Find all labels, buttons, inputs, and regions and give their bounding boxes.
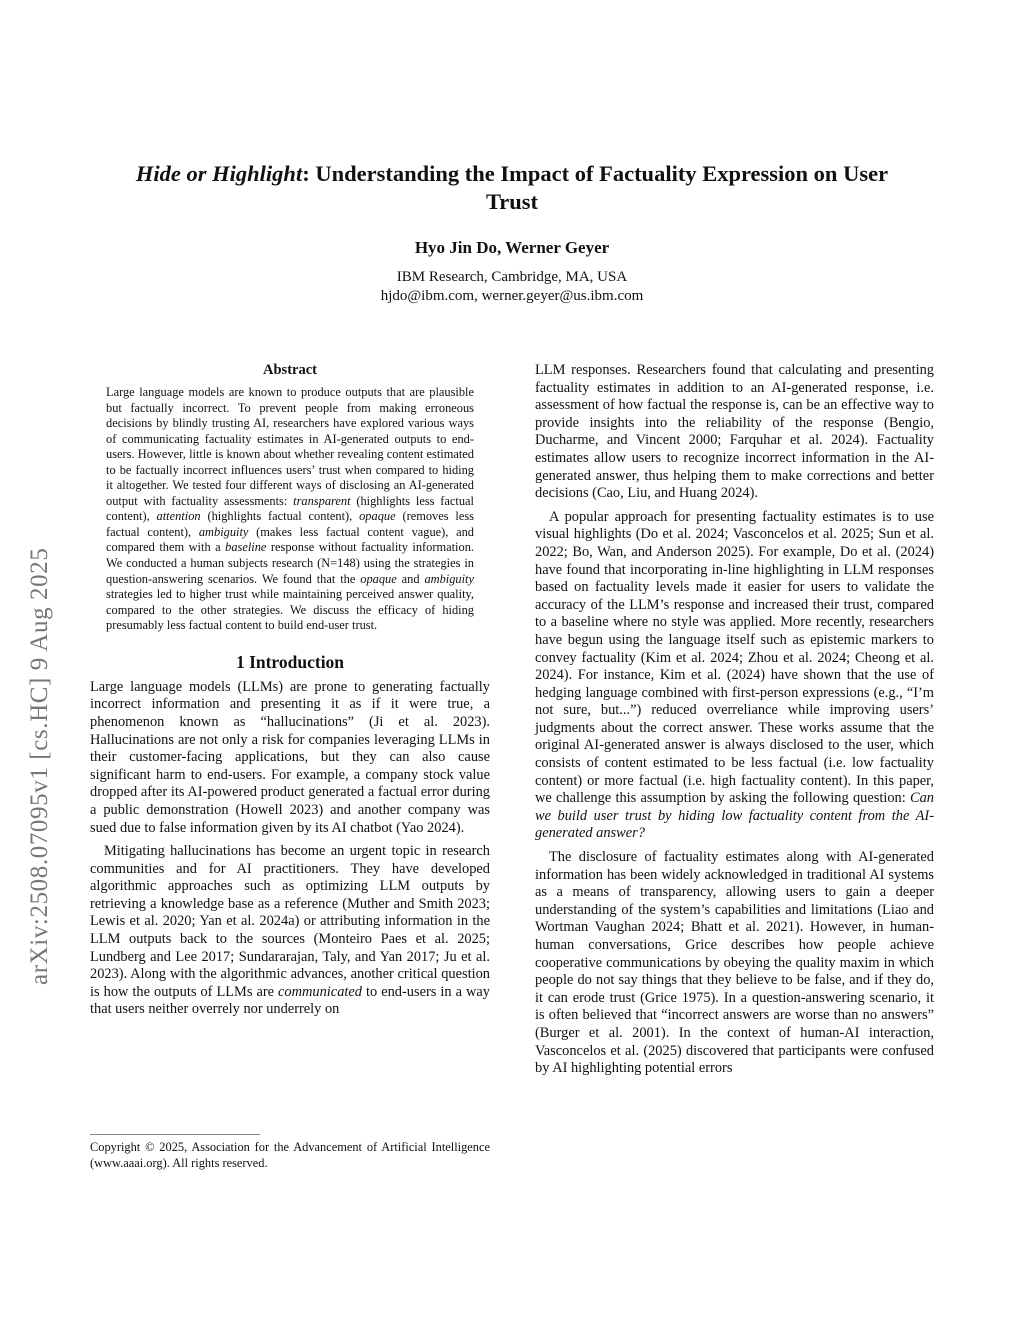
title-rest: : Understanding the Impact of Factuality Expression on User [302, 161, 889, 186]
abstract-em: opaque [360, 571, 397, 586]
left-column [90, 362, 490, 1019]
abstract-em: baseline [225, 540, 267, 555]
abstract-body [90, 385, 490, 634]
intro-paragraph-2 [90, 843, 490, 1019]
abstract-text: (removes less factual content), [106, 509, 474, 539]
authors: Hyo Jin Do, Werner Geyer [414, 238, 610, 257]
right-paragraph-3: The disclosure of factuality estimates along with AI-generated information has been widely acknowledged in traditional AI systems as a means of transparency, allowing users to gain a deeper understanding of the system’s capabilities and limitations (Liao and Wortman Vaughan 2024; Bhatt et al. 2021). However, in human-human conversations, Grice describes how people achieve cooperative communications by obeying the quality maxim in which people do not say things that they believe to be false, and if they do, it can erode trust (Grice 1975). In a question-answering scenario, it is often believed that “incorrect answers are worse than no answers” (Burger et al. 2001). In the context of human-AI interaction, Vasconcelos et al. (2025) discovered that participants were confused by AI highlighting potential errors [535, 849, 934, 1077]
abstract-em: transparent [293, 493, 351, 508]
intro-em: communicated [278, 983, 362, 1000]
abstract-text: (makes less factual content vague), and compared them with a [106, 524, 474, 555]
title-line2: Trust [485, 189, 539, 214]
abstract-text: and [396, 571, 425, 586]
right-em: Can we build user trust by hiding low factuality content from the AI-generated answer? [535, 790, 934, 842]
right-column [535, 362, 934, 1078]
abstract-em: attention [156, 509, 201, 524]
abstract-em: ambiguity [424, 571, 474, 586]
abstract-text: (highlights factual content), [200, 509, 360, 524]
abstract-text: strategies led to higher trust while maintaining perceived answer quality, compared to the other strategies. We discuss the efficacy of hiding presumably less factual content to build end-user trust. [106, 587, 474, 633]
intro-text: to end-users in a way that users neither overrely nor underrely on [90, 983, 490, 1018]
intro-paragraph-1: Large language models (LLMs) are prone to generating factually incorrect information and presenting it as if it were true, a phenomenon known as “hallucinations” (Ji et al. 2023). Hallucinations are not only a risk for companies leveraging LLMs in their customer-facing applications, but they can also cause significant harm to end-users. For example, a company stock value dropped after its AI-powered product generated a factual error during a public demonstration (Howell 2023) and another company was sued due to false information given by its AI chatbot (Yao 2024). [90, 678, 490, 836]
affiliation-block [0, 268, 1024, 306]
right-paragraph-1: LLM responses. Researchers found that calculating and presenting factuality estimates in addition to an AI-generated response, i.e. assessment of how factual the response is, can be an effective way to provide insights into the reliability of the response (Bengio, Ducharme, and Vincent 2000; Farquhar et al. 2024). Factuality estimates allow users to recognize incorrect information in the AI-generated answer, thus helping them to make corrections and better decisions (Cao, Liu, and Huang 2024). [535, 362, 934, 502]
intro-text: Mitigating hallucinations has become an urgent topic in research communities and for AI practitioners. They have developed algorithmic approaches such as optimizing LLM outputs by retrieving a knowledge base as a reference (Muther and Smith 2023; Lewis et al. 2020; Yan et al. 2024a) or attributing information in the LLM outputs back to the sources (Monteiro Paes et al. 2025; Lundberg and Lee 2017; Sundararajan, Taly, and Yan 2017; Ju et al. 2023). Along with the algorithmic advances, another critical question is how the outputs of LLMs are [90, 843, 490, 1000]
title-italic: Hide or Highlight [135, 161, 303, 186]
right-text: A popular approach for presenting factuality estimates is to use visual highlights (Do et al. 2024; Vasconcelos et al. 2025; Sun et al. 2022; Bo, Wan, and Anderson 2025). For example, Do et al. (2024) have found that incorporating in-line highlighting in LLM responses based on factuality levels made it easier for users to validate the accuracy of the LLM’s response and increased their trust, compared to a baseline where no style was applied. More recently, researchers have begun using the language itself such as epistemic markers to convey factuality (Kim et al. 2024; Zhou et al. 2024; Cheong et al. 2024). For instance, Kim et al. (2024) have shown that the use of hedging language combined with first-person expressions (e.g., “I’m not sure, but...”) reduced overreliance while improving users’ judgments about the correct answer. These works assume that the original AI-generated answer is always disclosed to the user, which consists of content estimated to be less factual (i.e. low factuality content) or more factual (i.e. high factuality content). In this paper, we challenge this assumption by asking the following question: [535, 508, 934, 807]
right-paragraph-2 [535, 509, 934, 843]
section-heading-introduction: 1 Introduction [235, 651, 345, 672]
footnote-rule [90, 1134, 260, 1135]
abstract-em: ambiguity [198, 524, 249, 539]
abstract-text: Large language models are known to produce outputs that are plausible but factually incorrect. To prevent people from making erroneous decisions by blindly trusting AI, researchers have explored various ways of communicating factuality estimates in AI-generated outputs to end-users. However, little is known about whether revealing content estimated to be factually incorrect influences users’ trust when compared to hiding it altogether. We tested four different ways of disclosing an AI-generated output with factuality assessments: [106, 385, 474, 508]
arxiv-watermark: arXiv:2508.07095v1 [cs.HC] 9 Aug 2025 [26, 547, 53, 985]
abstract-em: opaque [359, 509, 396, 524]
emails: hjdo@ibm.com, werner.geyer@us.ibm.com [380, 288, 644, 304]
abstract-text: response without factuality information. We conducted a human subjects research (N=148) using the strategies in question-answering scenarios. We found that the [106, 540, 474, 586]
paper-title [90, 160, 934, 216]
copyright-notice: Copyright © 2025, Association for the Advancement of Artificial Intelligence (www.aaai.org). All rights reserved. [90, 1140, 490, 1170]
abstract-heading: Abstract [263, 362, 317, 378]
abstract-text: (highlights less factual content), [106, 493, 474, 524]
affiliation: IBM Research, Cambridge, MA, USA [396, 269, 628, 285]
